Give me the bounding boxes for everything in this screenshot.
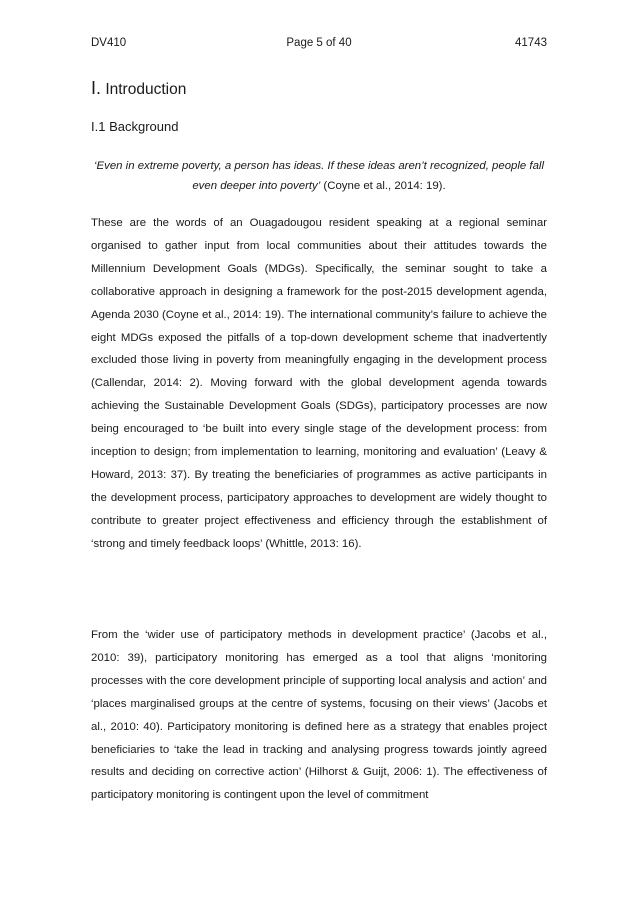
epigraph-quote	[91, 156, 547, 196]
course-code: DV410	[91, 37, 127, 49]
section-number: I.	[91, 78, 102, 98]
subsection-heading: I.1 Background	[91, 119, 179, 134]
paragraph-1: These are the words of an Ouagadougou resident speaking at a regional seminar organised to gather input from local communities about their attitudes towards the Millennium Development Goals (MDGs). Specifically, the seminar sought to take a collaborative approach in designing a framework for the post-2015 development agenda, Agenda 2030 (Coyne et al., 2014: 19). The international community’s failure to achieve the eight MDGs exposed the pitfalls of a top-down development scheme that inadvertently excluded those living in poverty from meaningfully engaging in the development process (Callendar, 2014: 2). Moving forward with the global development agenda towards achieving the Sustainable Development Goals (SDGs), participatory processes are now being encouraged to ‘be built into every single stage of the development process: from inception to design; from implementation to learning, monitoring and evaluation’ (Leavy & Howard, 2013: 37). By treating the beneficiaries of programmes as active participants in the development process, participatory approaches to development are widely thought to contribute to greater project effectiveness and efficiency through the establishment of ‘strong and timely feedback loops’ (Whittle, 2013: 16).	[91, 217, 547, 550]
quote-citation: (Coyne et al., 2014: 19).	[320, 180, 446, 192]
section-heading	[91, 78, 186, 99]
page-number: Page 5 of 40	[286, 37, 352, 49]
student-number: 41743	[515, 37, 547, 49]
page-header	[91, 37, 547, 53]
section-title: Introduction	[105, 81, 187, 98]
quote-text: ‘Even in extreme poverty, a person has ideas. If these ideas aren’t recognized, people fall even deeper into poverty’	[94, 160, 544, 192]
paragraph-2: From the ‘wider use of participatory methods in development practice’ (Jacobs et al., 2010: 39), participatory monitoring has emerged as a tool that aligns ‘monitoring processes with the core development principle of supporting local analysis and action’ and ‘places marginalised groups at the centre of systems, focusing on their views’ (Jacobs et al., 2010: 40). Participatory monitoring is defined here as a strategy that enables project beneficiaries to ‘take the lead in tracking and analysing progress towards jointly agreed results and deciding on corrective action’ (Hilhorst & Guijt, 2006: 1). The effectiveness of participatory monitoring is contingent upon the level of commitment	[91, 629, 547, 802]
